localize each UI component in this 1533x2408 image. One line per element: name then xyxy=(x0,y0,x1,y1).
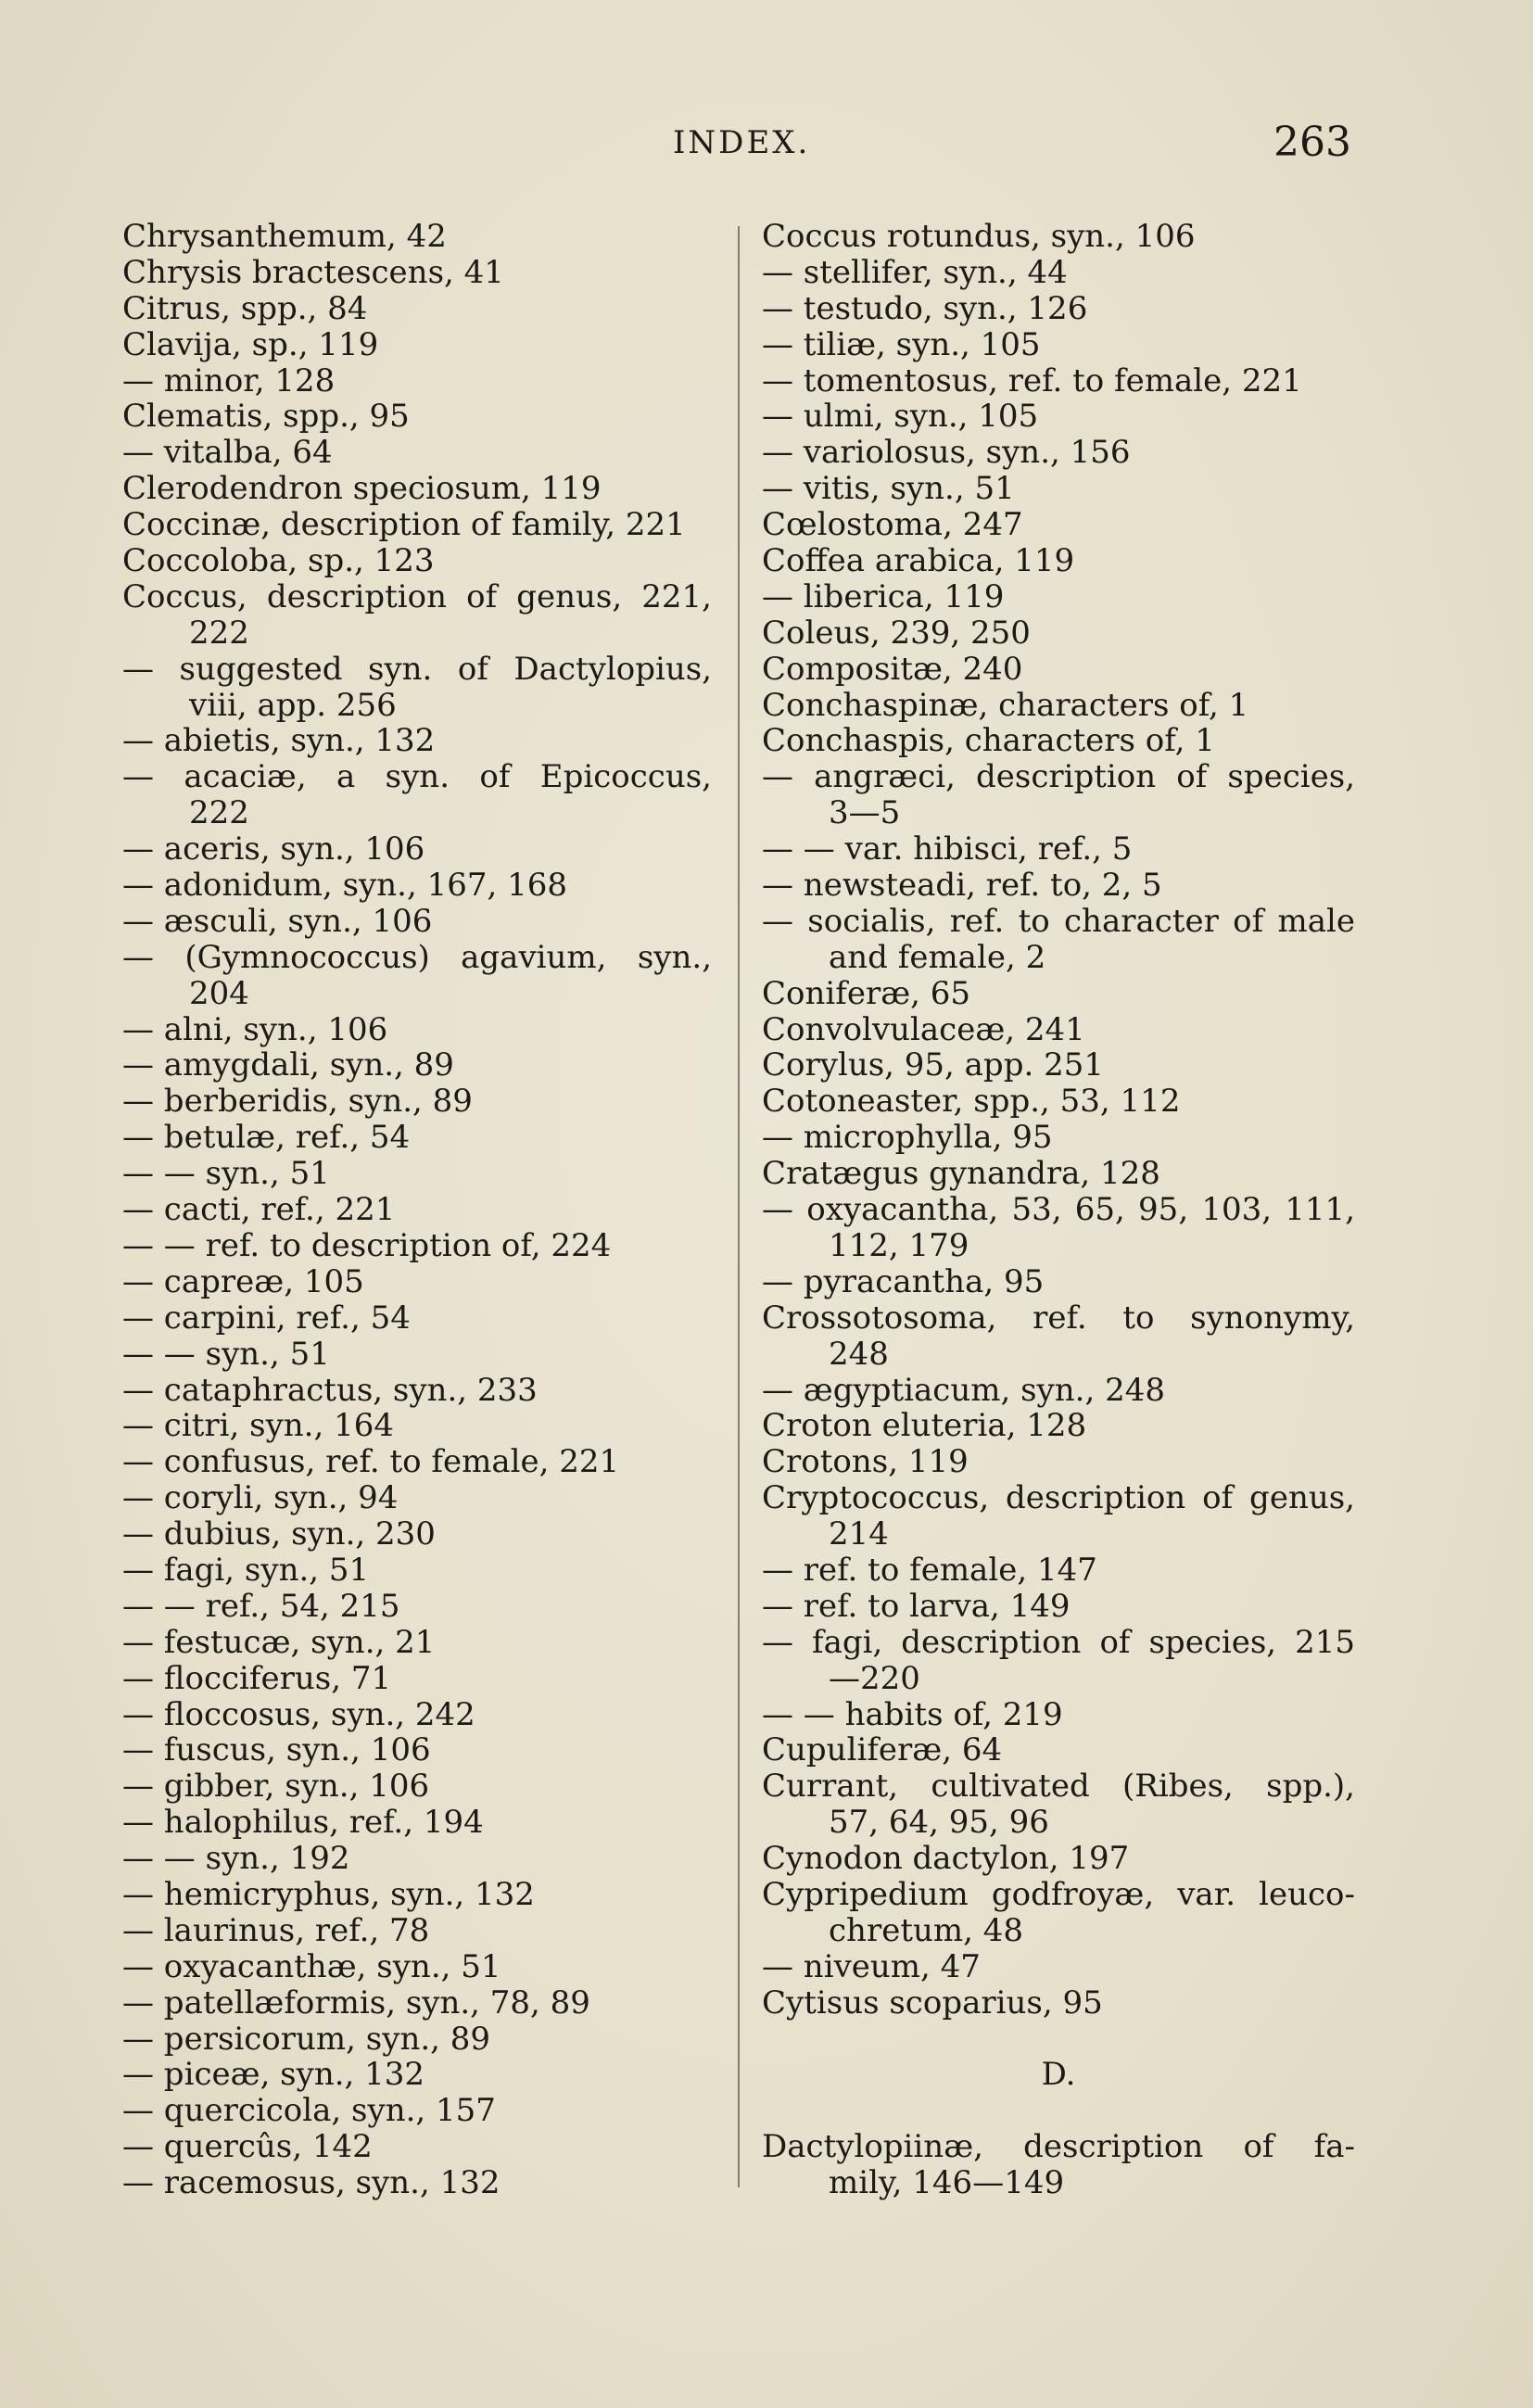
index-entry: — aceris, syn., 106 xyxy=(122,830,425,868)
index-entry: Cœlostoma, 247 xyxy=(762,506,1023,544)
index-entry: Clematis, spp., 95 xyxy=(122,398,410,436)
index-entry: Coccus, description of genus, 221, xyxy=(122,577,712,615)
index-entry: — tomentosus, ref. to female, 221 xyxy=(762,361,1302,399)
index-entry: — piceæ, syn., 132 xyxy=(122,2056,425,2094)
index-entry-continuation: 248 xyxy=(829,1335,889,1373)
index-entry: — oxyacanthæ, syn., 51 xyxy=(122,1947,501,1985)
index-entry: — — ref., 54, 215 xyxy=(122,1587,400,1625)
index-entry: — tiliæ, syn., 105 xyxy=(762,325,1041,363)
index-entry: — — syn., 192 xyxy=(122,1840,350,1878)
index-entry-continuation: mily, 146—149 xyxy=(829,2164,1065,2202)
index-entry: — gibber, syn., 106 xyxy=(122,1768,430,1806)
index-entry: — — ref. to description of, 224 xyxy=(122,1226,612,1264)
index-entry: Corylus, 95, app. 251 xyxy=(762,1046,1104,1084)
index-entry: Citrus, spp., 84 xyxy=(122,289,368,327)
index-entry: — floccosus, syn., 242 xyxy=(122,1695,475,1733)
index-entry: — citri, syn., 164 xyxy=(122,1407,395,1445)
index-entry-continuation: 57, 64, 95, 96 xyxy=(829,1804,1049,1842)
index-entry: — cacti, ref., 221 xyxy=(122,1191,396,1229)
index-entry: — — syn., 51 xyxy=(122,1155,330,1193)
index-entry: Cratægus gynandra, 128 xyxy=(762,1155,1160,1193)
index-entry-continuation: —220 xyxy=(829,1659,920,1697)
page-number: 263 xyxy=(1273,119,1351,166)
index-entry: — coryli, syn., 94 xyxy=(122,1479,399,1517)
index-entry: — angræci, description of species, xyxy=(762,758,1355,796)
index-entry: Coccoloba, sp., 123 xyxy=(122,542,435,580)
index-entry: Coccus rotundus, syn., 106 xyxy=(762,218,1196,255)
index-entry: — alni, syn., 106 xyxy=(122,1010,388,1048)
index-entry: — hemicryphus, syn., 132 xyxy=(122,1875,535,1913)
index-entry: — suggested syn. of Dactylopius, xyxy=(122,650,712,688)
index-entry: — abietis, syn., 132 xyxy=(122,722,436,760)
index-entry: Crossotosoma, ref. to synonymy, xyxy=(762,1299,1355,1337)
index-entry: — ulmi, syn., 105 xyxy=(762,398,1039,436)
index-entry: Cryptococcus, description of genus, xyxy=(762,1479,1355,1517)
index-entry: — — syn., 51 xyxy=(122,1335,330,1373)
index-entry: Coccinæ, description of family, 221 xyxy=(122,506,686,544)
index-entry: — newsteadi, ref. to, 2, 5 xyxy=(762,867,1162,905)
section-heading-d: D. xyxy=(1041,2056,1076,2094)
index-entry-continuation: 222 xyxy=(189,794,249,832)
index-entry-continuation: 222 xyxy=(189,614,249,652)
index-entry: Convolvulaceæ, 241 xyxy=(762,1010,1085,1048)
index-entry: — persicorum, syn., 89 xyxy=(122,2020,491,2058)
index-entry: — cataphractus, syn., 233 xyxy=(122,1371,538,1409)
index-entry: — quercûs, 142 xyxy=(122,2128,373,2166)
index-entry: — dubius, syn., 230 xyxy=(122,1515,436,1553)
index-entry: Chrysanthemum, 42 xyxy=(122,218,447,255)
right-column-entries xyxy=(762,219,1355,2021)
index-entry: — festucæ, syn., 21 xyxy=(122,1623,436,1661)
index-entry: Coffea arabica, 119 xyxy=(762,542,1075,580)
index-entry: — berberidis, syn., 89 xyxy=(122,1083,473,1121)
index-entry: — æsculi, syn., 106 xyxy=(122,902,433,940)
index-entry: Conchaspinæ, characters of, 1 xyxy=(762,686,1249,724)
index-entry: — niveum, 47 xyxy=(762,1947,981,1985)
index-entry: — — habits of, 219 xyxy=(762,1695,1063,1733)
index-entry-continuation: 112, 179 xyxy=(829,1226,969,1264)
index-entry: Compositæ, 240 xyxy=(762,650,1023,688)
index-entry: — fagi, description of species, 215 xyxy=(762,1623,1355,1661)
index-entry: Cotoneaster, spp., 53, 112 xyxy=(762,1083,1181,1121)
index-entry: — variolosus, syn., 156 xyxy=(762,434,1131,472)
index-entry: — laurinus, ref., 78 xyxy=(122,1911,430,1949)
index-entry: Currant, cultivated (Ribes, spp.), xyxy=(762,1768,1355,1806)
column-divider xyxy=(738,226,740,2187)
index-entry: — flocciferus, 71 xyxy=(122,1659,392,1697)
index-entry: Clavija, sp., 119 xyxy=(122,325,379,363)
index-entry: — socialis, ref. to character of male xyxy=(762,902,1355,940)
index-entry: — ref. to female, 147 xyxy=(762,1551,1097,1589)
index-entry: Croton eluteria, 128 xyxy=(762,1407,1087,1445)
index-entry: Crotons, 119 xyxy=(762,1443,969,1481)
index-entry: — carpini, ref., 54 xyxy=(122,1299,411,1337)
index-entry: — ægyptiacum, syn., 248 xyxy=(762,1371,1165,1409)
index-entry: Clerodendron speciosum, 119 xyxy=(122,470,602,508)
index-entry: — amygdali, syn., 89 xyxy=(122,1046,454,1084)
index-entry: — — var. hibisci, ref., 5 xyxy=(762,830,1133,868)
index-entry: — halophilus, ref., 194 xyxy=(122,1804,484,1842)
index-entry: — (Gymnococcus) agavium, syn., xyxy=(122,938,712,976)
index-entry: Conchaspis, characters of, 1 xyxy=(762,722,1215,760)
index-entry: — patellæformis, syn., 78, 89 xyxy=(122,1983,590,2021)
index-entry: — fagi, syn., 51 xyxy=(122,1551,370,1589)
index-entry: — adonidum, syn., 167, 168 xyxy=(122,867,567,905)
index-entry: — acaciæ, a syn. of Epicoccus, xyxy=(122,758,712,796)
index-entry-continuation: 3—5 xyxy=(829,794,901,832)
index-entry: — testudo, syn., 126 xyxy=(762,289,1088,327)
index-entry: — pyracantha, 95 xyxy=(762,1262,1045,1300)
index-entry-continuation: and female, 2 xyxy=(829,938,1046,976)
index-entry-continuation: chretum, 48 xyxy=(829,1911,1023,1949)
index-entry: Cytisus scoparius, 95 xyxy=(762,1983,1103,2021)
index-entry: Cupuliferæ, 64 xyxy=(762,1731,1003,1769)
index-entry: — betulæ, ref., 54 xyxy=(122,1119,411,1157)
index-entry-continuation: viii, app. 256 xyxy=(189,686,397,724)
index-entry: Chrysis bractescens, 41 xyxy=(122,253,504,291)
index-entry: — confusus, ref. to female, 221 xyxy=(122,1443,620,1481)
index-entry-continuation: 214 xyxy=(829,1515,889,1553)
index-entry: — capreæ, 105 xyxy=(122,1262,364,1300)
index-entry: — microphylla, 95 xyxy=(762,1119,1053,1157)
index-entry: — minor, 128 xyxy=(122,361,336,399)
index-entry: Coniferæ, 65 xyxy=(762,974,971,1012)
index-entry: Cynodon dactylon, 197 xyxy=(762,1840,1130,1878)
index-column-right xyxy=(762,219,1355,2201)
index-entry: — vitalba, 64 xyxy=(122,434,333,472)
index-entry: — vitis, syn., 51 xyxy=(762,470,1015,508)
index-entry: — racemosus, syn., 132 xyxy=(122,2164,500,2202)
index-entry: — quercicola, syn., 157 xyxy=(122,2092,496,2130)
index-entry: Dactylopiinæ, description of fa- xyxy=(762,2128,1355,2166)
index-entry: — liberica, 119 xyxy=(762,577,1005,615)
index-entry: — oxyacantha, 53, 65, 95, 103, 111, xyxy=(762,1191,1355,1229)
index-entry: — ref. to larva, 149 xyxy=(762,1587,1071,1625)
index-entry: — stellifer, syn., 44 xyxy=(762,253,1068,291)
section-d-entries xyxy=(762,2129,1355,2201)
index-column-left xyxy=(122,219,712,2201)
index-entry: Cypripedium godfroyæ, var. leuco- xyxy=(762,1875,1355,1913)
running-header: INDEX. xyxy=(673,124,811,161)
index-entry-continuation: 204 xyxy=(189,974,249,1012)
index-entry: Coleus, 239, 250 xyxy=(762,614,1031,652)
index-entry: — fuscus, syn., 106 xyxy=(122,1731,431,1769)
